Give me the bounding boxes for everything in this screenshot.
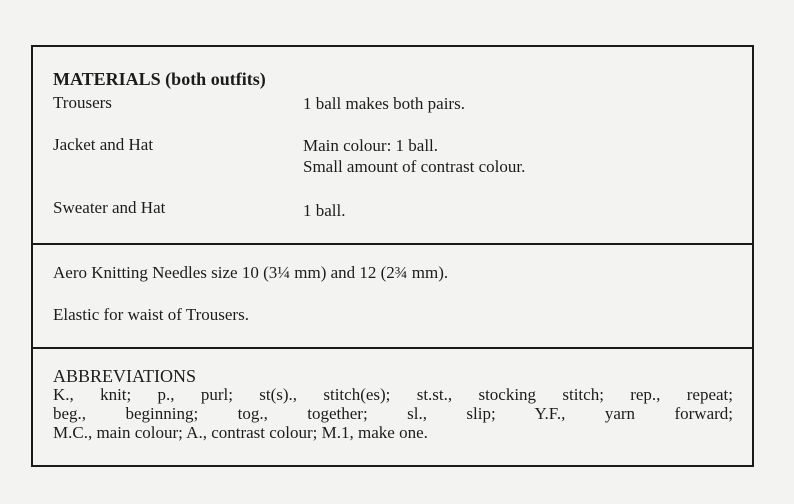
- materials-value-jacket-hat-2: Small amount of contrast colour.: [303, 157, 526, 176]
- materials-value-trousers: 1 ball makes both pairs.: [303, 94, 465, 113]
- elastic-line: Elastic for waist of Trousers.: [53, 305, 249, 324]
- materials-heading: MATERIALS (both outfits): [53, 69, 266, 89]
- materials-section: [33, 47, 752, 245]
- materials-item-trousers: Trousers: [53, 93, 112, 112]
- abbreviations-text: [53, 385, 733, 442]
- needles-line: Aero Knitting Needles size 10 (3¼ mm) and 12 (2¾ mm).: [53, 263, 449, 282]
- abbreviations-line-1: K., knit; p., purl; st(s)., stitch(es); st.st., stocking stitch; rep., repeat;: [53, 385, 733, 404]
- abbreviations-heading: ABBREVIATIONS: [53, 366, 197, 386]
- materials-item-sweater-hat: Sweater and Hat: [53, 198, 166, 217]
- materials-value-jacket-hat-1: Main colour: 1 ball.: [303, 136, 439, 155]
- needles-section: [33, 243, 752, 349]
- abbreviations-line-2: beg., beginning; tog., together; sl., slip; Y.F., yarn forward;: [53, 404, 733, 423]
- abbreviations-line-3: M.C., main colour; A., contrast colour; M.1, make one.: [53, 423, 428, 442]
- materials-value-sweater-hat: 1 ball.: [303, 201, 346, 220]
- materials-item-jacket-hat: Jacket and Hat: [53, 135, 154, 154]
- pattern-info-box: [31, 45, 754, 467]
- abbreviations-section: [33, 347, 752, 465]
